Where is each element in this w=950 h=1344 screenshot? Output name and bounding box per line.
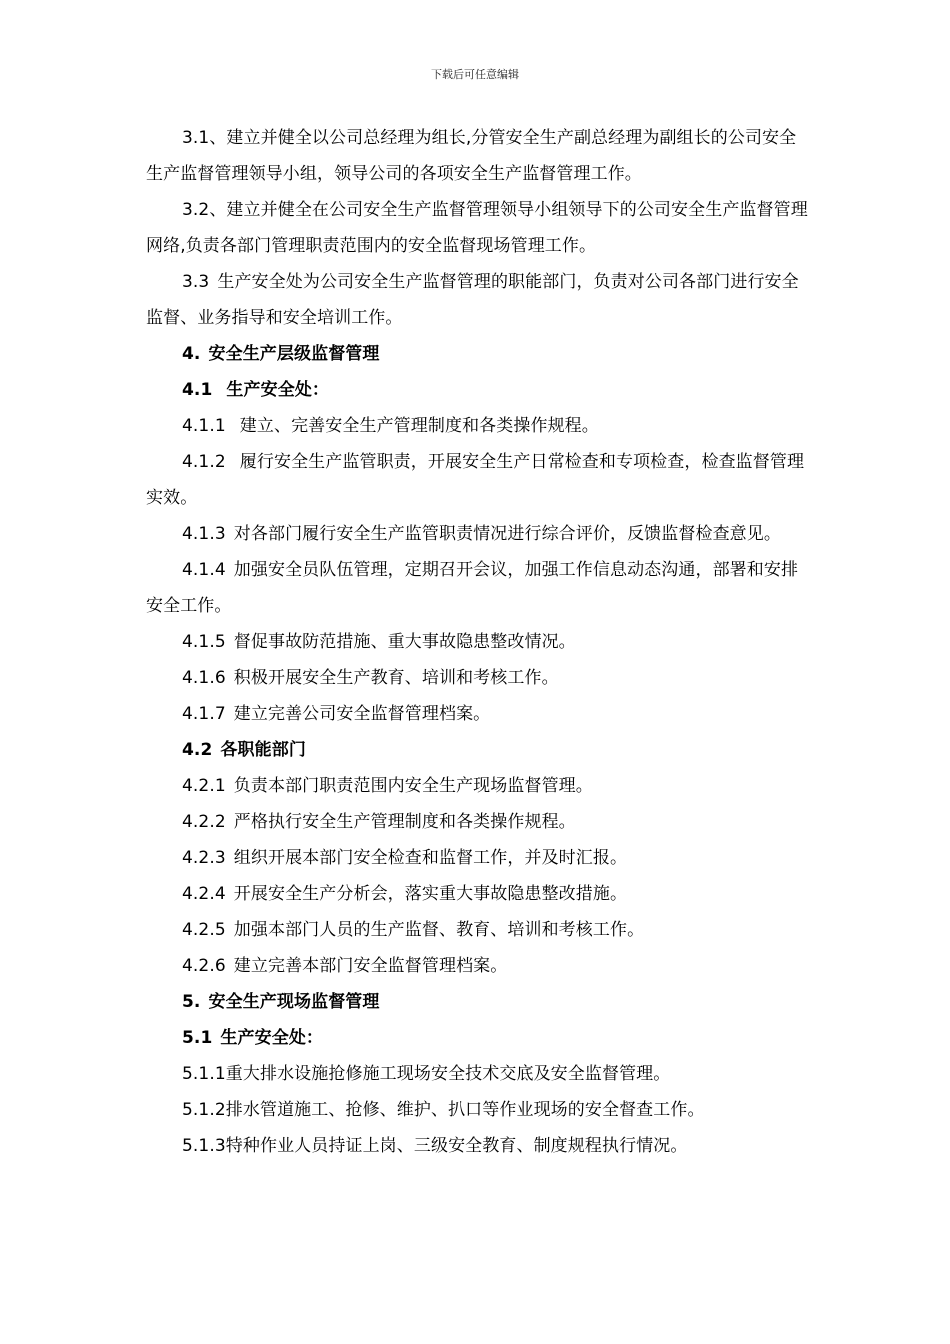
heading-4-1: 4.1 生产安全处： (182, 380, 330, 400)
item-4-1-4: 4.1.4 加强安全员队伍管理，定期召开会议，加强工作信息动态沟通，部署和安排安全工作。 (146, 560, 799, 616)
item-4-2-4: 4.2.4 开展安全生产分析会，落实重大事故隐患整改措施。 (182, 884, 628, 904)
item-4-1-7: 4.1.7 建立完善公司安全监督管理档案。 (182, 704, 491, 724)
heading-4: 4. 安全生产层级监督管理 (182, 344, 380, 364)
item-4-2-2: 4.2.2 严格执行安全生产管理制度和各类操作规程。 (182, 812, 576, 832)
heading-5: 5. 安全生产现场监督管理 (182, 992, 380, 1012)
item-4-1-5: 4.1.5 督促事故防范措施、重大事故隐患整改情况。 (182, 632, 576, 652)
paragraph-3-1: 3.1、建立并健全以公司总经理为组长,分管安全生产副总经理为副组长的公司安全生产监督管理领导小组，领导公司的各项安全生产监督管理工作。 (146, 128, 797, 184)
item-4-1-2: 4.1.2 履行安全生产监管职责，开展安全生产日常检查和专项检查，检查监督管理实效。 (146, 452, 805, 508)
item-4-1-1: 4.1.1 建立、完善安全生产管理制度和各类操作规程。 (182, 416, 599, 436)
paragraph-3-3: 3.3 生产安全处为公司安全生产监督管理的职能部门，负责对公司各部门进行安全监督、业务指导和安全培训工作。 (146, 272, 799, 328)
item-4-1-3: 4.1.3 对各部门履行安全生产监管职责情况进行综合评价，反馈监督检查意见。 (182, 524, 781, 544)
paragraph-3-2: 3.2、建立并健全在公司安全生产监督管理领导小组领导下的公司安全生产监督管理网络,负责各部门管理职责范围内的安全监督现场管理工作。 (146, 200, 808, 256)
item-5-1-1: 5.1.1重大排水设施抢修施工现场安全技术交底及安全监督管理。 (182, 1064, 671, 1084)
item-4-2-5: 4.2.5 加强本部门人员的生产监督、教育、培训和考核工作。 (182, 920, 645, 940)
heading-4-2: 4.2 各职能部门 (182, 740, 306, 760)
item-4-1-6: 4.1.6 积极开展安全生产教育、培训和考核工作。 (182, 668, 559, 688)
item-5-1-2: 5.1.2排水管道施工、抢修、维护、扒口等作业现场的安全督查工作。 (182, 1100, 705, 1120)
page-header: 下载后可任意编辑 (431, 68, 519, 81)
item-4-2-1: 4.2.1 负责本部门职责范围内安全生产现场监督管理。 (182, 776, 593, 796)
item-4-2-3: 4.2.3 组织开展本部门安全检查和监督工作，并及时汇报。 (182, 848, 628, 868)
heading-5-1: 5.1 生产安全处： (182, 1028, 324, 1048)
item-4-2-6: 4.2.6 建立完善本部门安全监督管理档案。 (182, 956, 508, 976)
document-body (146, 120, 810, 1164)
item-5-1-3: 5.1.3特种作业人员持证上岗、三级安全教育、制度规程执行情况。 (182, 1136, 688, 1156)
